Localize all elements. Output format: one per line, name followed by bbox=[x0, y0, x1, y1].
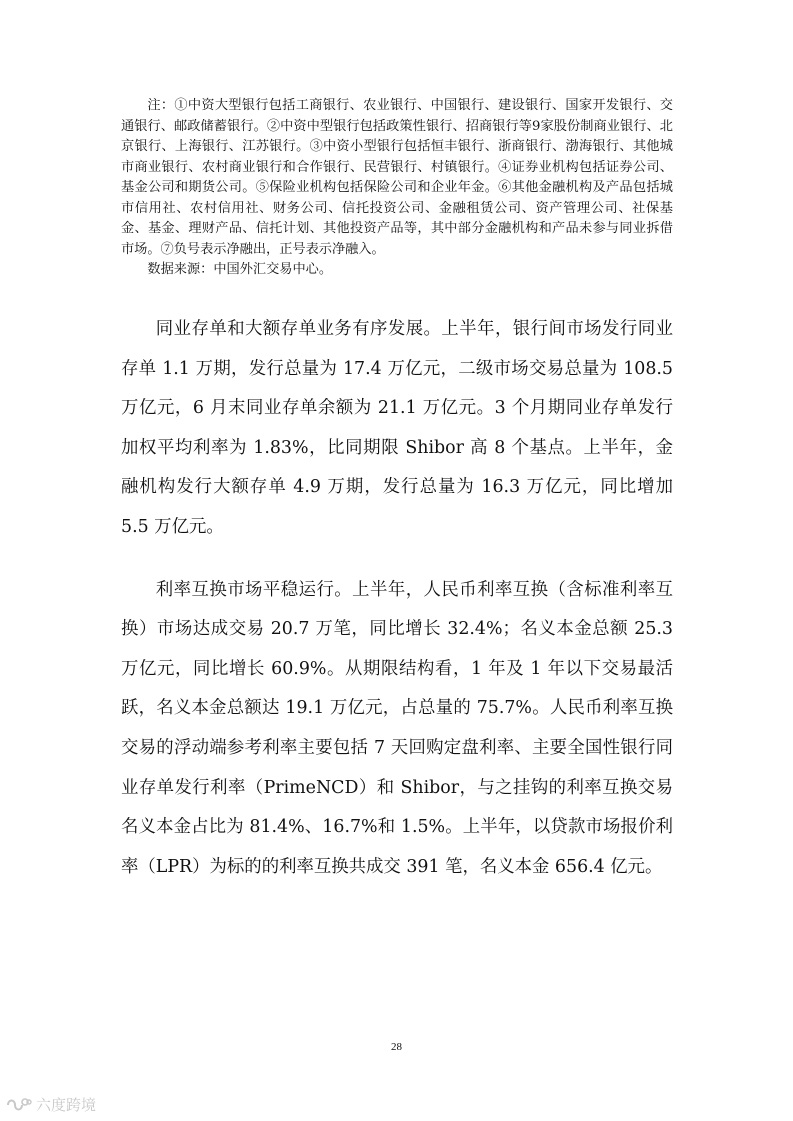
page-number: 28 bbox=[391, 1041, 402, 1053]
table-notes bbox=[121, 96, 673, 281]
body-text bbox=[121, 310, 673, 887]
watermark bbox=[6, 1094, 96, 1115]
data-source: 数据来源：中国外汇交易中心。 bbox=[147, 262, 333, 277]
watermark-text: 六度跨境 bbox=[36, 1096, 97, 1114]
notes-text: 注：①中资大型银行包括工商银行、农业银行、中国银行、建设银行、国家开发银行、交通银行、邮政储蓄银行。②中资中型银行包括政策性银行、招商银行等9家股份制商业银行、北京银行、上海银行、江苏银行。③中资小型银行包括恒丰银行、浙商银行、渤海银行、其他城市商业银行、农村商业银行和合作银行、民营银行、村镇银行。④证券业机构包括证券公司、基金公司和期货公司。⑤保险业机构包括保险公司和企业年金。⑥其他金融机构及产品包括城市信用社、农村信用社、财务公司、信托投资公司、金融租赁公司、资产管理公司、社保基金、基金、理财产品、信托计划、其他投资产品等，其中部分金融机构和产品未参与同业拆借市场。⑦负号表示净融出，正号表示净融入。 bbox=[121, 98, 673, 257]
paragraph-irs: 利率互换市场平稳运行。上半年，人民币利率互换（含标准利率互换）市场达成交易 20.7 万笔，同比增长 32.4%；名义本金总额 25.3 万亿元，同比增长 60.9%。从期限结构看，1 年及 1 年以下交易最活跃，名义本金总额达 19.1 万亿元，占总量的 75.7%。人民币利率互换交易的浮动端参考利率主要包括 7 天回购定盘利率、主要全国性银行同业存单发行利率（PrimeNCD）和 Shibor，与之挂钩的利率互换交易名义本金占比为 81.4%、16.7%和 1.5%。上半年，以贷款市场报价利率（LPR）为标的的利率互换共成交 391 笔，名义本金 656.4 亿元。 bbox=[121, 579, 673, 877]
brand-logo-icon bbox=[6, 1096, 32, 1114]
paragraph-ncd: 同业存单和大额存单业务有序发展。上半年，银行间市场发行同业存单 1.1 万期，发行总量为 17.4 万亿元，二级市场交易总量为 108.5 万亿元，6 月末同业存单余额为 21.1 万亿元。3 个月期同业存单发行加权平均利率为 1.83%，比同期限 Shibor 高 8 个基点。上半年，金融机构发行大额存单 4.9 万期，发行总量为 16.3 万亿元，同比增加 5.5 万亿元。 bbox=[121, 319, 673, 537]
